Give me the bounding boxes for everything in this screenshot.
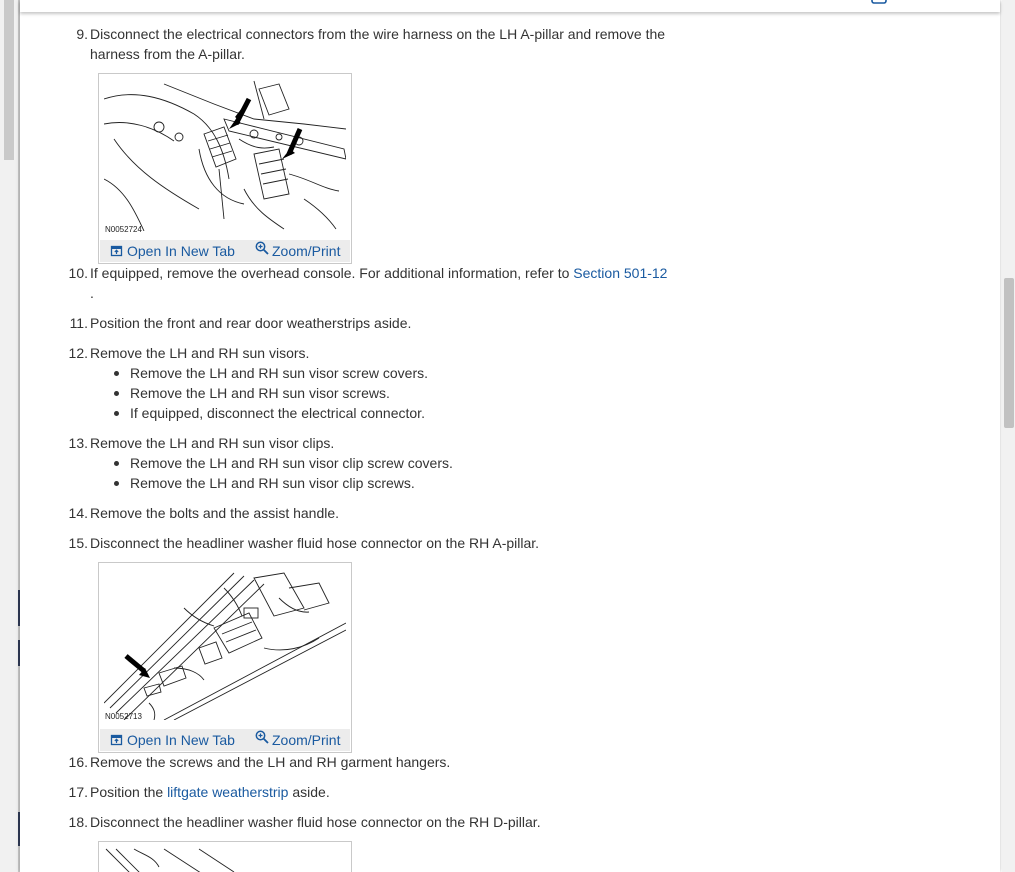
step-text: Remove the LH and RH sun visors. bbox=[90, 345, 310, 361]
list-item: Remove the LH and RH sun visor screw covers. bbox=[90, 363, 590, 383]
open-new-tab-icon bbox=[110, 244, 124, 258]
step-number: 12. bbox=[68, 345, 88, 361]
open-new-tab-icon bbox=[110, 733, 124, 747]
step-text: Position the front and rear door weatherstrips aside. bbox=[90, 315, 412, 331]
step-number: 10. bbox=[68, 265, 88, 281]
right-scrollbar-track[interactable] bbox=[1002, 0, 1015, 872]
step-text-part: aside. bbox=[288, 784, 330, 800]
left-scrollbar-thumb[interactable] bbox=[4, 0, 14, 160]
step-text-part: Position the bbox=[90, 784, 168, 800]
figure-id: N0052713 bbox=[105, 712, 142, 721]
step-text bbox=[90, 782, 670, 802]
header-partial-icon bbox=[870, 0, 892, 6]
step-number: 15. bbox=[68, 535, 88, 551]
step-text bbox=[90, 263, 670, 303]
step-text: Remove the bolts and the assist handle. bbox=[90, 505, 340, 521]
step-text: Remove the screws and the LH and RH garment hangers. bbox=[90, 754, 451, 770]
a-pillar-harness-illustration bbox=[104, 79, 346, 231]
step-number: 18. bbox=[68, 814, 88, 830]
list-item: Remove the LH and RH sun visor clip screws. bbox=[90, 473, 590, 493]
figure-1 bbox=[98, 73, 352, 264]
figure-id: N0052724 bbox=[105, 225, 142, 234]
left-scrollbar-track[interactable] bbox=[0, 0, 18, 872]
step-number: 17. bbox=[68, 784, 88, 800]
step-text: Disconnect the headliner washer fluid hose connector on the RH A-pillar. bbox=[90, 535, 540, 551]
figure-action-bar bbox=[100, 240, 350, 262]
step-12-substeps bbox=[90, 363, 590, 423]
right-scrollbar-thumb[interactable] bbox=[1004, 278, 1014, 428]
zoom-print-label: Zoom/Print bbox=[272, 732, 341, 748]
figure-3 bbox=[98, 841, 352, 872]
step-text-part: . bbox=[90, 285, 94, 301]
liftgate-weatherstrip-link[interactable]: liftgate weatherstrip bbox=[167, 784, 289, 800]
step-text: Remove the LH and RH sun visor clips. bbox=[90, 435, 335, 451]
zoom-magnifier-icon bbox=[255, 241, 269, 255]
open-in-new-tab-label: Open In New Tab bbox=[127, 243, 235, 259]
step-number: 9. bbox=[76, 26, 88, 42]
figure-action-bar bbox=[100, 729, 350, 751]
step-number: 11. bbox=[69, 315, 88, 331]
figure-2 bbox=[98, 562, 352, 753]
step-text: Disconnect the electrical connectors from the wire harness on the LH A-pillar and remove the harness from the A-pillar. bbox=[90, 26, 666, 62]
list-item: If equipped, disconnect the electrical connector. bbox=[90, 403, 590, 423]
zoom-magnifier-icon bbox=[255, 730, 269, 744]
step-number: 14. bbox=[68, 505, 88, 521]
step-number: 13. bbox=[68, 435, 88, 451]
step-text: Disconnect the headliner washer fluid hose connector on the RH D-pillar. bbox=[90, 814, 541, 830]
rh-d-pillar-illustration bbox=[104, 847, 346, 872]
open-in-new-tab-label: Open In New Tab bbox=[127, 732, 235, 748]
list-item: Remove the LH and RH sun visor clip screw covers. bbox=[90, 453, 590, 473]
zoom-print-label: Zoom/Print bbox=[272, 243, 341, 259]
step-13-substeps bbox=[90, 453, 590, 493]
step-text-part: If equipped, remove the overhead console. For additional information, refer to bbox=[90, 265, 574, 281]
rh-a-pillar-hose-illustration bbox=[104, 568, 346, 720]
procedure-content bbox=[20, 0, 1000, 872]
list-item: Remove the LH and RH sun visor screws. bbox=[90, 383, 590, 403]
step-number: 16. bbox=[68, 754, 88, 770]
section-501-12-link[interactable]: Section 501-12 bbox=[573, 265, 668, 281]
top-header-strip bbox=[20, 0, 1000, 12]
